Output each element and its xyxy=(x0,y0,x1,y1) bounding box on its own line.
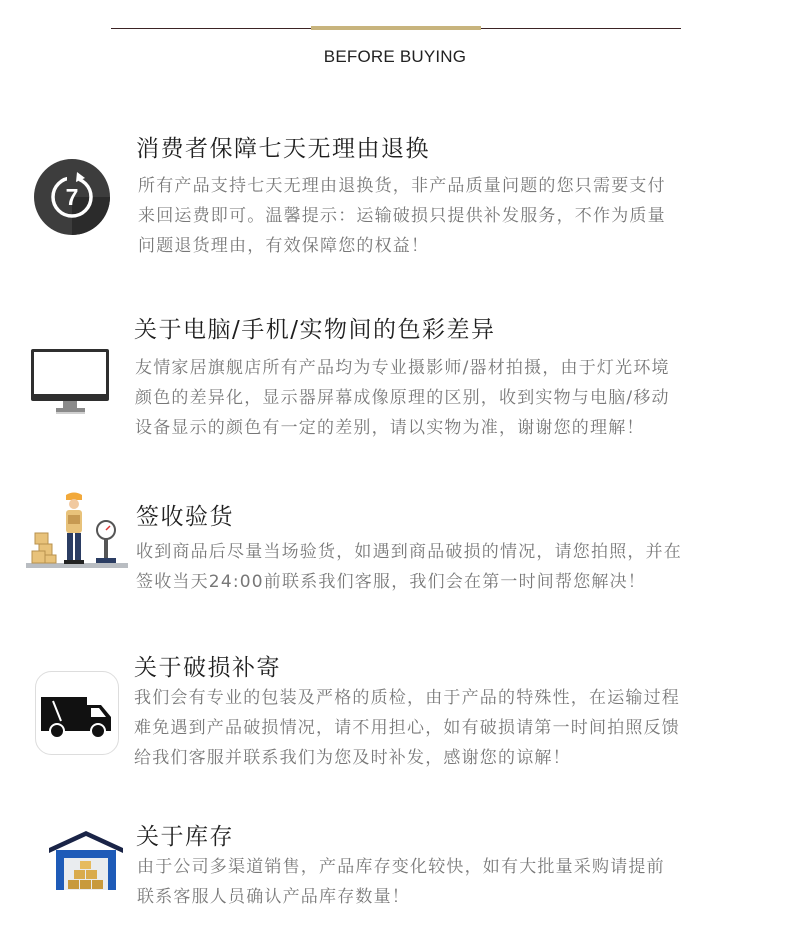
section-line: 颜色的差异化，显示器屏幕成像原理的区别，收到实物与电脑/移动 xyxy=(135,388,670,408)
divider-accent xyxy=(311,26,481,30)
section-body xyxy=(135,353,670,443)
page-subtitle: BEFORE BUYING xyxy=(323,47,467,66)
truck-icon xyxy=(35,671,119,755)
section-line: 来回运费即可。温馨提示：运输破损只提供补发服务，不作为质量 xyxy=(138,206,666,226)
section-line: 联系客服人员确认产品库存数量！ xyxy=(137,887,410,907)
section-body xyxy=(134,683,680,773)
seven-day-return-icon xyxy=(33,158,111,236)
section-line: 设备显示的颜色有一定的差别，请以实物为准，谢谢您的理解！ xyxy=(135,418,645,438)
section-heading: 关于库存 xyxy=(136,824,234,850)
section-line: 给我们客服并联系我们为您及时补发，感谢您的谅解！ xyxy=(134,748,571,768)
section-heading: 消费者保障七天无理由退换 xyxy=(136,136,430,162)
warehouse-icon xyxy=(49,831,123,891)
section-line: 友情家居旗舰店所有产品均为专业摄影师/器材拍摄，由于灯光环境 xyxy=(135,358,670,378)
section-heading: 关于电脑/手机/实物间的色彩差异 xyxy=(134,317,496,343)
section-line: 收到商品后尽量当场验货，如遇到商品破损的情况，请您拍照，并在 xyxy=(136,542,682,562)
section-heading: 关于破损补寄 xyxy=(134,655,281,681)
section-body xyxy=(138,171,666,261)
svg-text:7: 7 xyxy=(65,184,79,210)
section-line: 由于公司多渠道销售，产品库存变化较快，如有大批量采购请提前 xyxy=(137,857,665,877)
delivery-worker-icon xyxy=(26,491,128,571)
section-line: 签收当天24:00前联系我们客服，我们会在第一时间帮您解决！ xyxy=(136,572,646,592)
section-line: 我们会有专业的包装及严格的质检，由于产品的特殊性，在运输过程 xyxy=(134,688,680,708)
section-line: 所有产品支持七天无理由退换货，非产品质量问题的您只需要支付 xyxy=(138,176,666,196)
section-body xyxy=(137,852,665,912)
section-line: 难免遇到产品破损情况，请不用担心，如有破损请第一时间拍照反馈 xyxy=(134,718,680,738)
section-body xyxy=(136,537,682,597)
monitor-icon xyxy=(30,347,112,415)
section-heading: 签收验货 xyxy=(136,504,234,530)
section-line: 问题退货理由，有效保障您的权益！ xyxy=(138,236,430,256)
